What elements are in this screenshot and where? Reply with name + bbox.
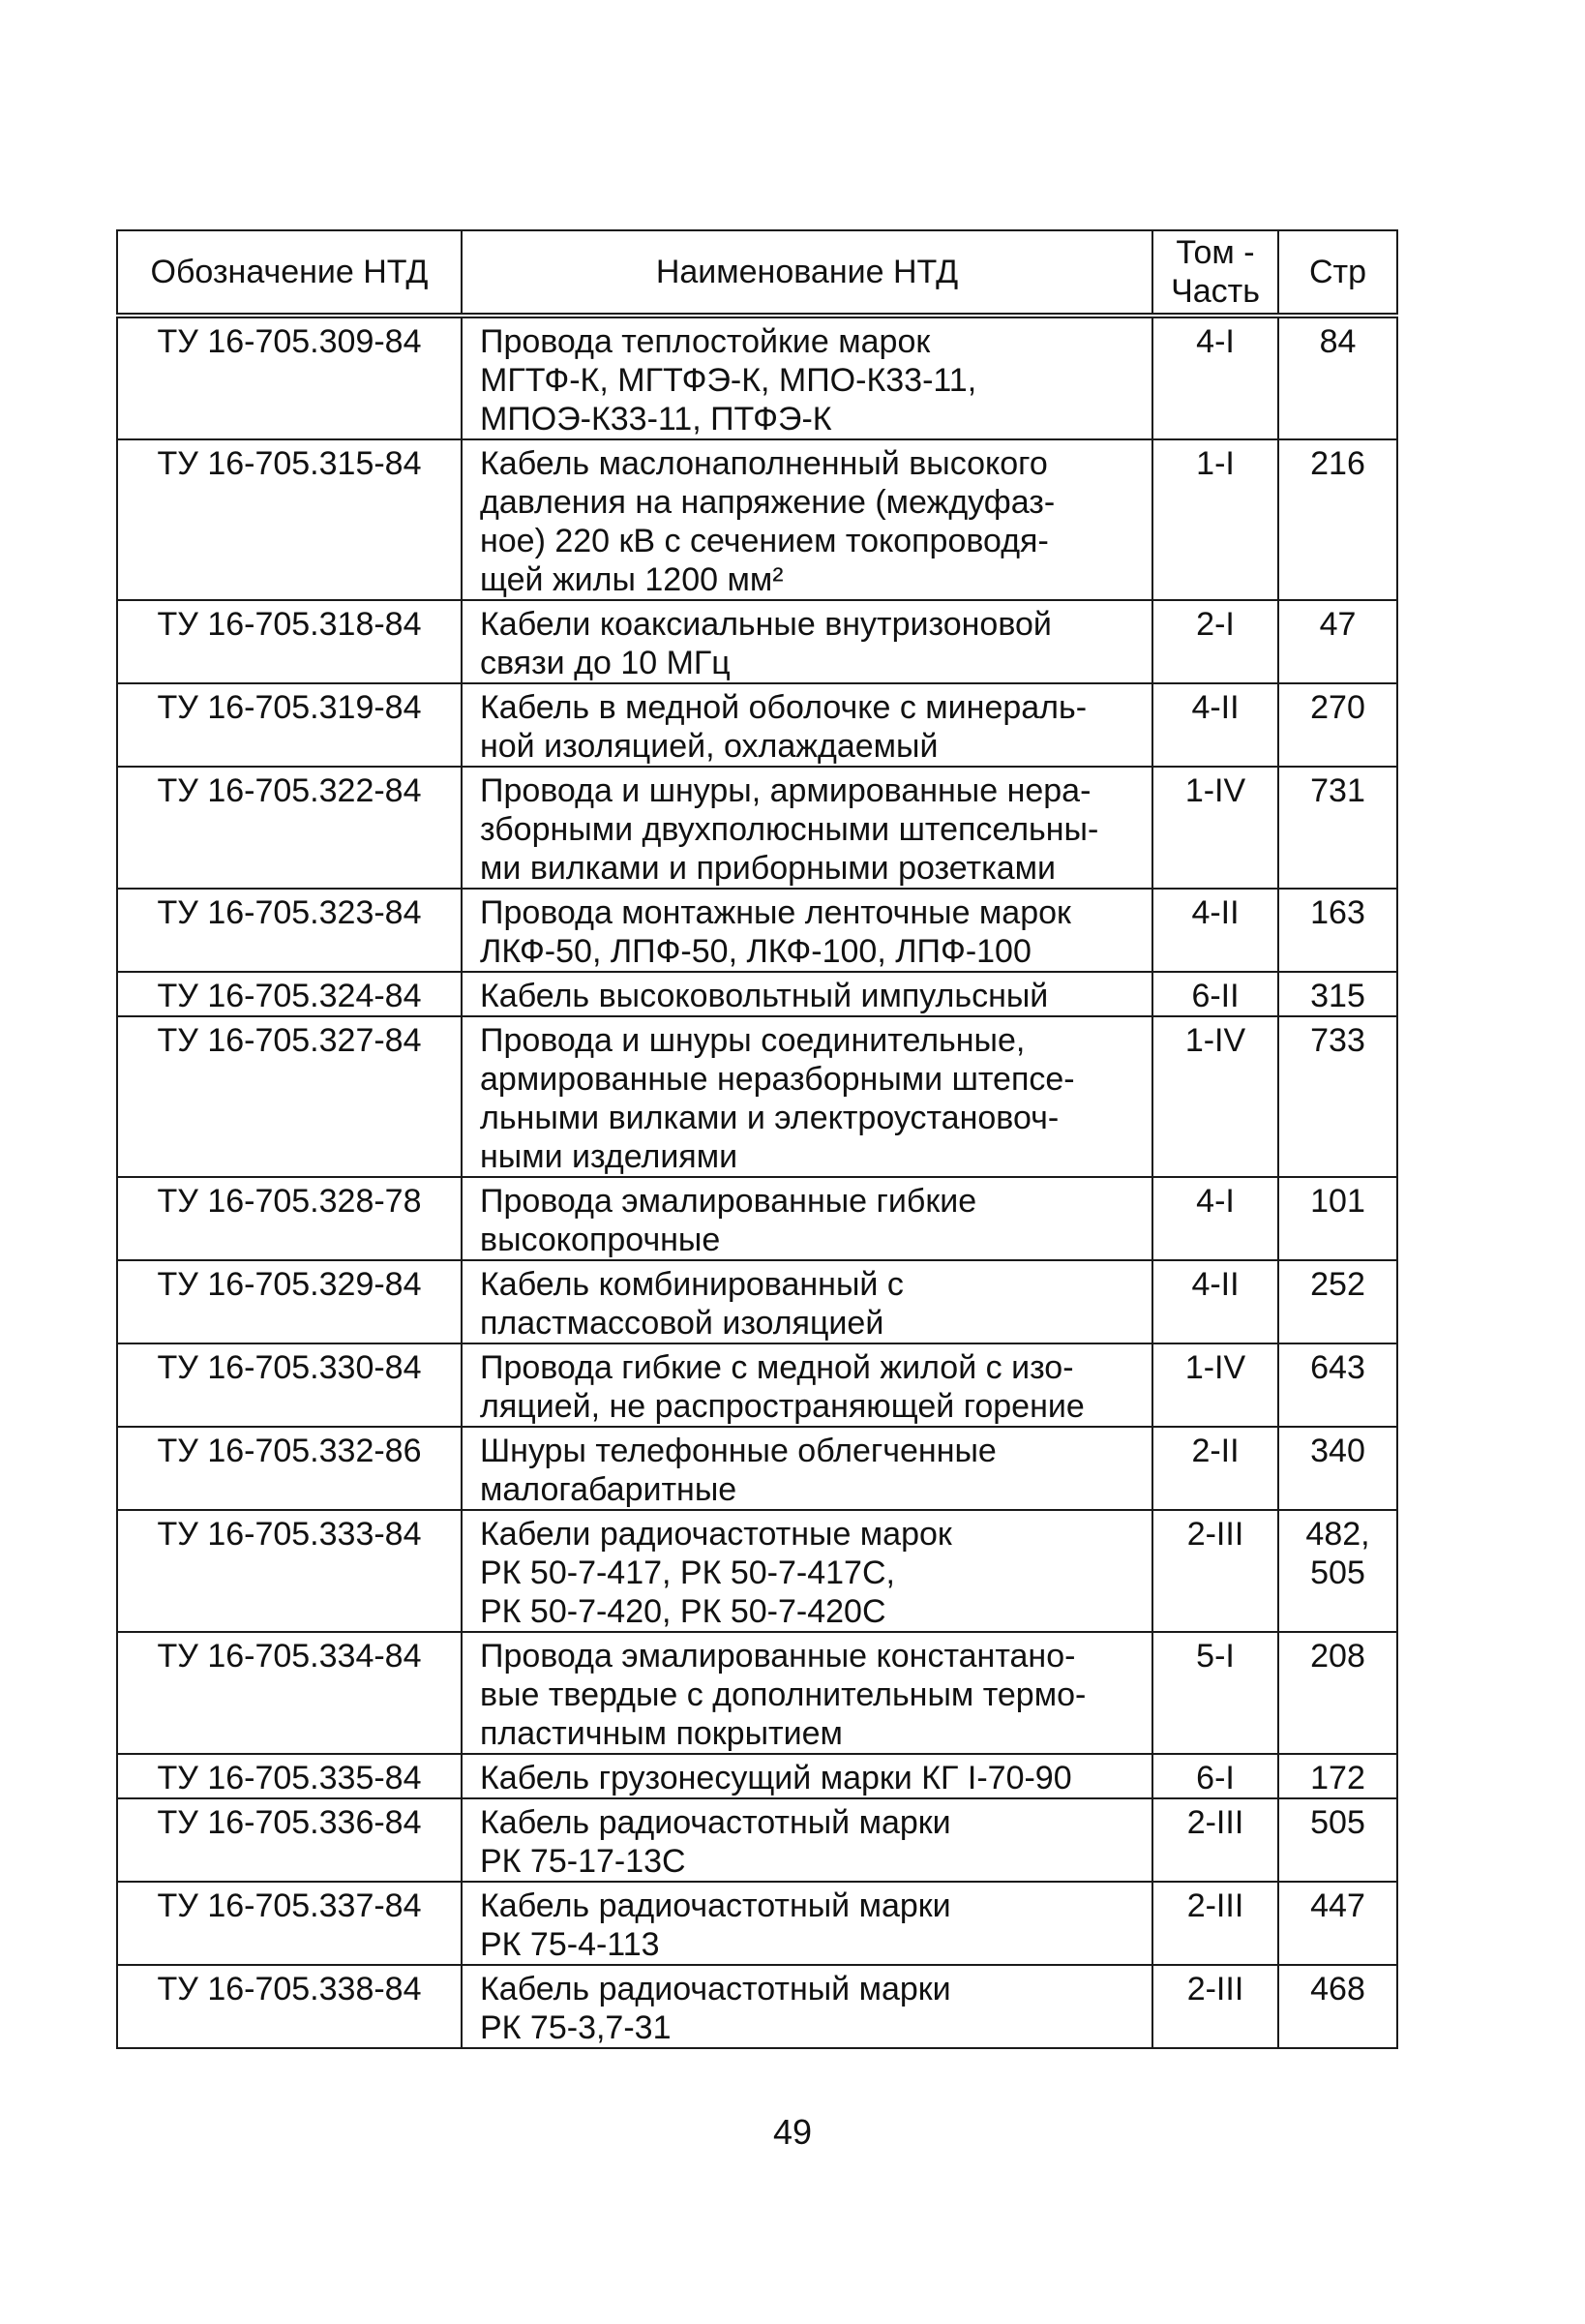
cell-name [462,767,1152,889]
cell-name-line: армированные неразборными штепсе- [480,1061,1075,1098]
cell-volume: 4-II [1152,683,1278,767]
cell-name-line: ми вилками и приборными розетками [480,850,1057,887]
cell-name [462,683,1152,767]
cell-name-line: пластмассовой изоляцией [480,1305,884,1342]
cell-volume: 6-I [1152,1754,1278,1798]
cell-name-line: Кабель грузонесущий марки КГ I-70-90 [480,1760,1072,1796]
table-row [117,439,1397,600]
cell-name [462,1016,1152,1177]
cell-code: ТУ 16-705.330-84 [117,1343,462,1427]
cell-code: ТУ 16-705.315-84 [117,439,462,600]
cell-volume: 5-I [1152,1632,1278,1754]
cell-page: 643 [1278,1343,1397,1427]
cell-code: ТУ 16-705.309-84 [117,316,462,439]
cell-name [462,316,1152,439]
cell-volume: 2-III [1152,1510,1278,1632]
cell-volume: 1-IV [1152,1016,1278,1177]
cell-name [462,889,1152,972]
cell-name-line: РК 50-7-417, РК 50-7-417С, [480,1554,895,1591]
cell-name [462,1754,1152,1798]
cell-name [462,1177,1152,1260]
cell-page: 270 [1278,683,1397,767]
table-row [117,889,1397,972]
cell-page: 733 [1278,1016,1397,1177]
table-row [117,683,1397,767]
cell-page: 172 [1278,1754,1397,1798]
cell-volume: 4-I [1152,316,1278,439]
cell-name-line: РК 75-4-113 [480,1926,660,1963]
cell-name-line: давления на напряжение (междуфаз- [480,484,1056,521]
cell-page: 216 [1278,439,1397,600]
ntd-table [116,229,1398,2049]
cell-code: ТУ 16-705.324-84 [117,972,462,1016]
cell-volume: 1-I [1152,439,1278,600]
table-row [117,1754,1397,1798]
cell-page: 101 [1278,1177,1397,1260]
page-number: 49 [772,2112,813,2152]
cell-code: ТУ 16-705.319-84 [117,683,462,767]
cell-code: ТУ 16-705.322-84 [117,767,462,889]
cell-name [462,600,1152,683]
cell-code: ТУ 16-705.336-84 [117,1798,462,1882]
cell-volume: 2-III [1152,1798,1278,1882]
cell-name-line: Провода и шнуры, армированные нера- [480,772,1092,809]
cell-volume: 2-III [1152,1882,1278,1965]
table-row [117,1260,1397,1343]
cell-volume: 2-I [1152,600,1278,683]
cell-name-line: Кабель высоковольтный импульсный [480,978,1049,1014]
cell-code: ТУ 16-705.333-84 [117,1510,462,1632]
cell-name-line: Кабель радиочастотный марки [480,1804,951,1841]
table-row [117,1427,1397,1510]
cell-name-line: ное) 220 кВ с сечением токопроводя- [480,523,1049,559]
cell-code: ТУ 16-705.335-84 [117,1754,462,1798]
table-row [117,600,1397,683]
cell-name-line: МПОЭ-К33-11, ПТФЭ-К [480,401,832,438]
cell-volume: 1-IV [1152,767,1278,889]
header-volume: Том - Часть [1152,230,1278,316]
cell-name-line: РК 50-7-420, РК 50-7-420С [480,1593,886,1630]
cell-name [462,1882,1152,1965]
cell-name-line: Провода теплостойкие марок [480,323,931,360]
cell-page: 84 [1278,316,1397,439]
cell-code: ТУ 16-705.327-84 [117,1016,462,1177]
cell-volume: 4-II [1152,1260,1278,1343]
table-header-row [117,230,1397,316]
cell-name [462,1965,1152,2048]
cell-page: 505 [1278,1798,1397,1882]
cell-code: ТУ 16-705.329-84 [117,1260,462,1343]
cell-volume: 2-II [1152,1427,1278,1510]
cell-name-line: МГТФ-К, МГТФЭ-К, МПО-К33-11, [480,362,977,399]
cell-name [462,1632,1152,1754]
table-row [117,1343,1397,1427]
header-name: Наименование НТД [462,230,1152,316]
cell-volume: 2-III [1152,1965,1278,2048]
cell-name-line: РК 75-3,7-31 [480,2009,672,2046]
cell-code: ТУ 16-705.334-84 [117,1632,462,1754]
cell-name [462,439,1152,600]
cell-name-line: Шнуры телефонные облегченные [480,1433,997,1469]
cell-name-line: ными изделиями [480,1138,738,1175]
table-row [117,1510,1397,1632]
cell-volume: 4-I [1152,1177,1278,1260]
table-row [117,1965,1397,2048]
cell-name-line: щей жилы 1200 мм² [480,561,784,598]
cell-name-line: Кабель радиочастотный марки [480,1971,951,2007]
table-body [117,316,1397,2048]
cell-name-line: льными вилками и электроустановоч- [480,1100,1060,1136]
cell-page: 163 [1278,889,1397,972]
cell-name-line: малогабаритные [480,1471,737,1508]
cell-name-line: ЛКФ-50, ЛПФ-50, ЛКФ-100, ЛПФ-100 [480,933,1032,970]
cell-name-line: высокопрочные [480,1222,721,1258]
cell-volume: 1-IV [1152,1343,1278,1427]
cell-name-line: Кабель в медной оболочке с минераль- [480,689,1088,726]
table-row [117,767,1397,889]
cell-name [462,1260,1152,1343]
cell-page: 315 [1278,972,1397,1016]
cell-name-line: Кабель маслонаполненный высокого [480,445,1048,482]
cell-name-line: Кабель радиочастотный марки [480,1887,951,1924]
cell-name-line: зборными двухполюсными штепсельны- [480,811,1099,848]
cell-name-line: Провода монтажные ленточные марок [480,894,1071,931]
table-row [117,972,1397,1016]
table-row [117,1016,1397,1177]
cell-page: 340 [1278,1427,1397,1510]
cell-code: ТУ 16-705.332-86 [117,1427,462,1510]
cell-page: 252 [1278,1260,1397,1343]
cell-name [462,1798,1152,1882]
cell-name [462,1427,1152,1510]
cell-name-line: ной изоляцией, охлаждаемый [480,728,939,765]
cell-volume: 4-II [1152,889,1278,972]
cell-page: 47 [1278,600,1397,683]
table-row [117,1632,1397,1754]
cell-volume: 6-II [1152,972,1278,1016]
table-row [117,1882,1397,1965]
cell-name [462,1343,1152,1427]
table-row [117,316,1397,439]
cell-name-line: ляцией, не распространяющей горение [480,1388,1085,1425]
cell-code: ТУ 16-705.337-84 [117,1882,462,1965]
cell-name-line: Провода и шнуры соединительные, [480,1022,1026,1059]
cell-code: ТУ 16-705.328-78 [117,1177,462,1260]
cell-name-line: РК 75-17-13С [480,1843,686,1880]
cell-name-line: пластичным покрытием [480,1715,843,1752]
header-page: Стр [1278,230,1397,316]
cell-page: 447 [1278,1882,1397,1965]
cell-page: 468 [1278,1965,1397,2048]
cell-code: ТУ 16-705.338-84 [117,1965,462,2048]
cell-name-line: Кабель комбинированный с [480,1266,904,1303]
cell-name [462,972,1152,1016]
cell-name [462,1510,1152,1632]
cell-name-line: Кабели радиочастотные марок [480,1516,952,1553]
cell-name-line: вые твердые с дополнительным термо- [480,1676,1087,1713]
cell-name-line: связи до 10 МГц [480,645,731,681]
cell-page: 208 [1278,1632,1397,1754]
cell-name-line: Провода эмалированные константано- [480,1638,1076,1675]
cell-name-line: Провода гибкие с медной жилой с изо- [480,1349,1074,1386]
cell-page: 731 [1278,767,1397,889]
table-row [117,1798,1397,1882]
header-code: Обозначение НТД [117,230,462,316]
cell-code: ТУ 16-705.318-84 [117,600,462,683]
cell-name-line: Кабели коаксиальные внутризоновой [480,606,1052,643]
table-row [117,1177,1397,1260]
cell-page: 482, 505 [1278,1510,1397,1632]
cell-name-line: Провода эмалированные гибкие [480,1183,977,1220]
cell-code: ТУ 16-705.323-84 [117,889,462,972]
